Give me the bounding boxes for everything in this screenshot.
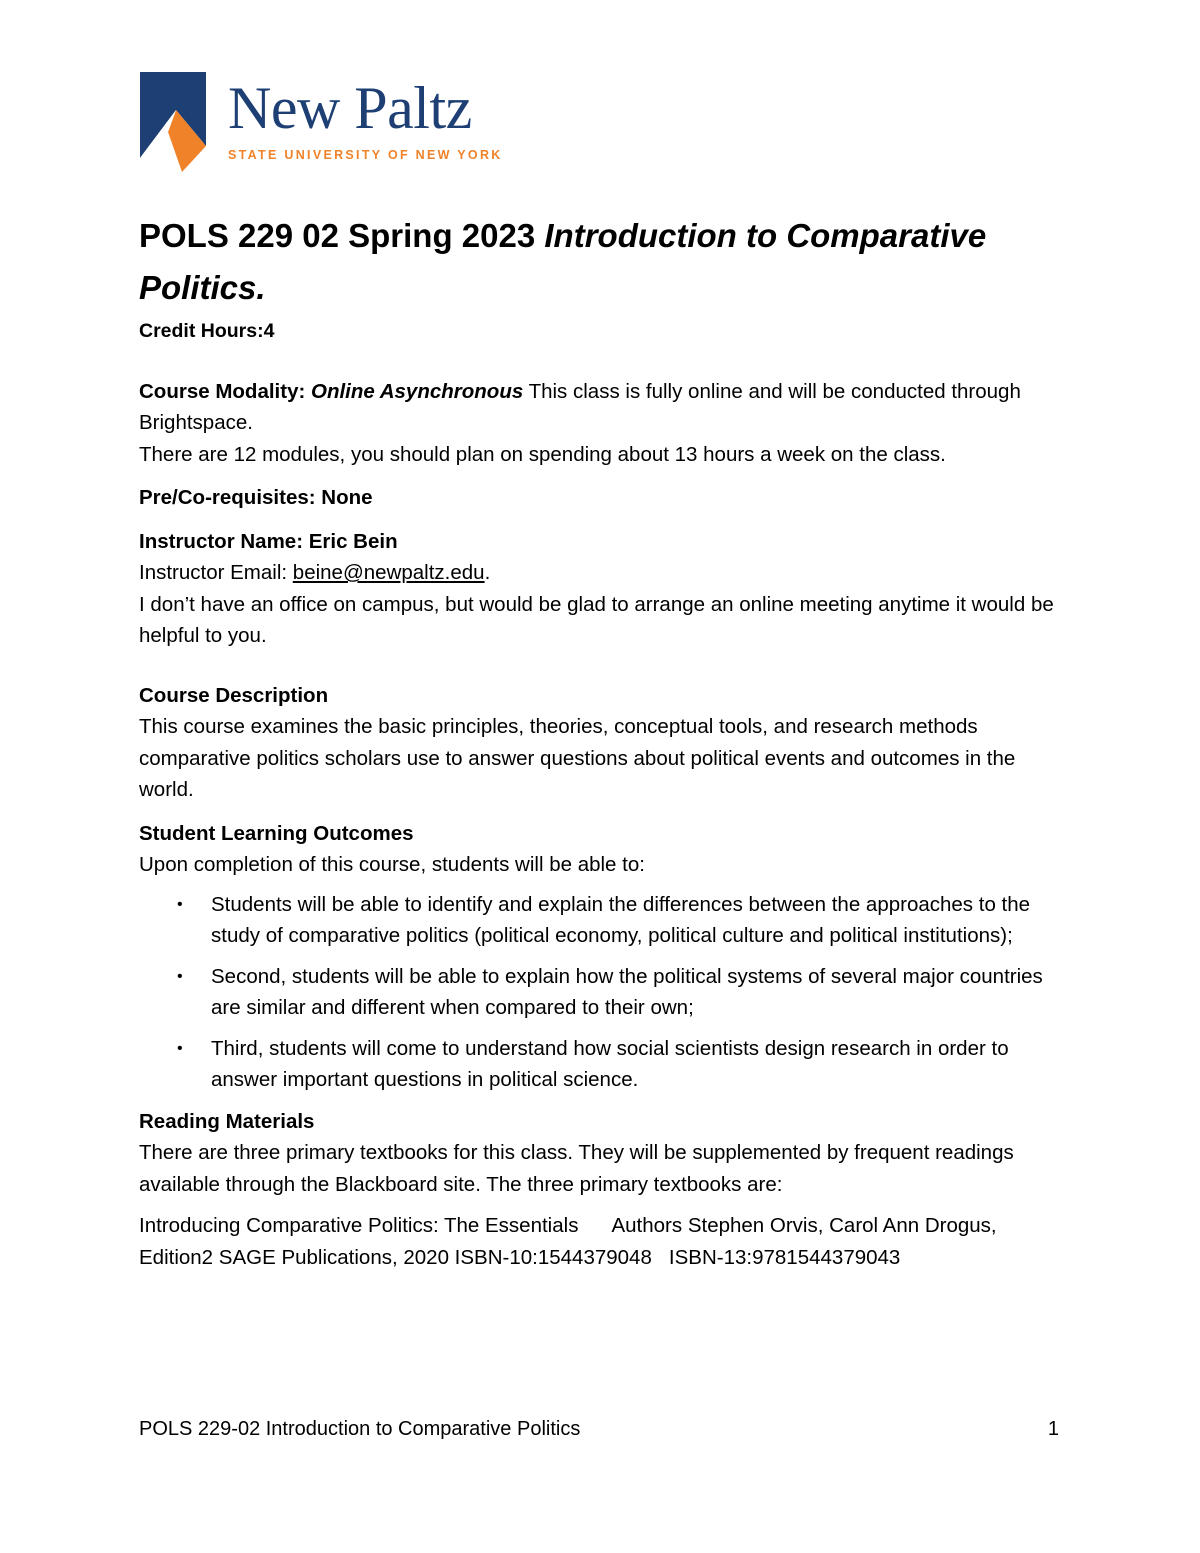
page-footer — [139, 1418, 1059, 1441]
description-heading: Course Description — [139, 683, 329, 707]
modality-value: Online Asynchronous — [311, 379, 524, 403]
modality-modules: There are 12 modules, you should plan on spending about 13 hours a week on the class. — [139, 442, 946, 466]
reading-intro: There are three primary textbooks for this class. They will be supplemented by frequent readings available through the Blackboard site. The three primary textbooks are: — [139, 1141, 1014, 1196]
bullet-icon: • — [177, 967, 183, 985]
modality-label: Course Modality: — [139, 379, 311, 403]
bullet-icon: • — [177, 895, 183, 913]
footer-text: POLS 229-02 Introduction to Comparative Politics — [139, 1418, 581, 1440]
course-title-italic: Introduction to Comparative Politics. — [139, 217, 987, 306]
page-number: 1 — [1047, 1418, 1059, 1440]
instructor-email-label: Instructor Email: — [139, 561, 293, 584]
prerequisites: Pre/Co-requisites: None — [139, 486, 373, 509]
logo-wordmark: New Paltz — [228, 75, 472, 141]
instructor-email-link[interactable]: beine@newpaltz.edu — [292, 561, 485, 584]
instructor-email-line — [139, 557, 1069, 589]
outcomes-list — [139, 889, 1069, 1096]
list-item — [139, 1033, 1069, 1096]
outcome-text: Third, students will come to understand how social scientists design research in order to answer important questions in political science. — [211, 1036, 1009, 1091]
modality-text: This class is fully online and will be conducted through Brightspace. — [139, 379, 1021, 434]
logo-subtitle: STATE UNIVERSITY OF NEW YORK — [228, 148, 503, 162]
outcomes-heading: Student Learning Outcomes — [139, 821, 414, 845]
description-text: This course examines the basic principles, theories, conceptual tools, and research methods comparative politics scholars use to answer questions about political events and outcomes in the world. — [139, 715, 1016, 801]
document-content — [139, 210, 1069, 1273]
outcome-text: Students will be able to identify and explain the differences between the approaches to the study of comparative politics (political economy, political culture and political institutions); — [211, 892, 1031, 947]
course-modality — [139, 376, 1069, 439]
reading-book-1: Introducing Comparative Politics: The Essentials Authors Stephen Orvis, Carol Ann Drogus, Edition2 SAGE Publications, 2020 ISBN-10:1544379048 ISBN-13:9781544379043 — [139, 1214, 1003, 1269]
course-title-prefix: POLS 229 02 Spring 2023 — [139, 217, 545, 254]
list-item — [139, 889, 1069, 952]
list-item — [139, 961, 1069, 1024]
new-paltz-mark-icon — [140, 72, 210, 174]
instructor-name: Instructor Name: Eric Bein — [139, 529, 398, 553]
outcome-text: Second, students will be able to explain how the political systems of several major countries are similar and different when compared to their own; — [211, 964, 1043, 1019]
outcomes-intro: Upon completion of this course, students will be able to: — [139, 853, 645, 876]
instructor-office: I don’t have an office on campus, but would be glad to arrange an online meeting anytime it would be helpful to you. — [139, 592, 1054, 647]
new-paltz-logo — [140, 72, 503, 174]
instructor-email-tail: . — [484, 561, 491, 584]
course-title — [139, 210, 1069, 314]
reading-heading: Reading Materials — [139, 1109, 315, 1133]
credit-hours: Credit Hours:4 — [139, 320, 275, 342]
bullet-icon: • — [177, 1039, 183, 1057]
